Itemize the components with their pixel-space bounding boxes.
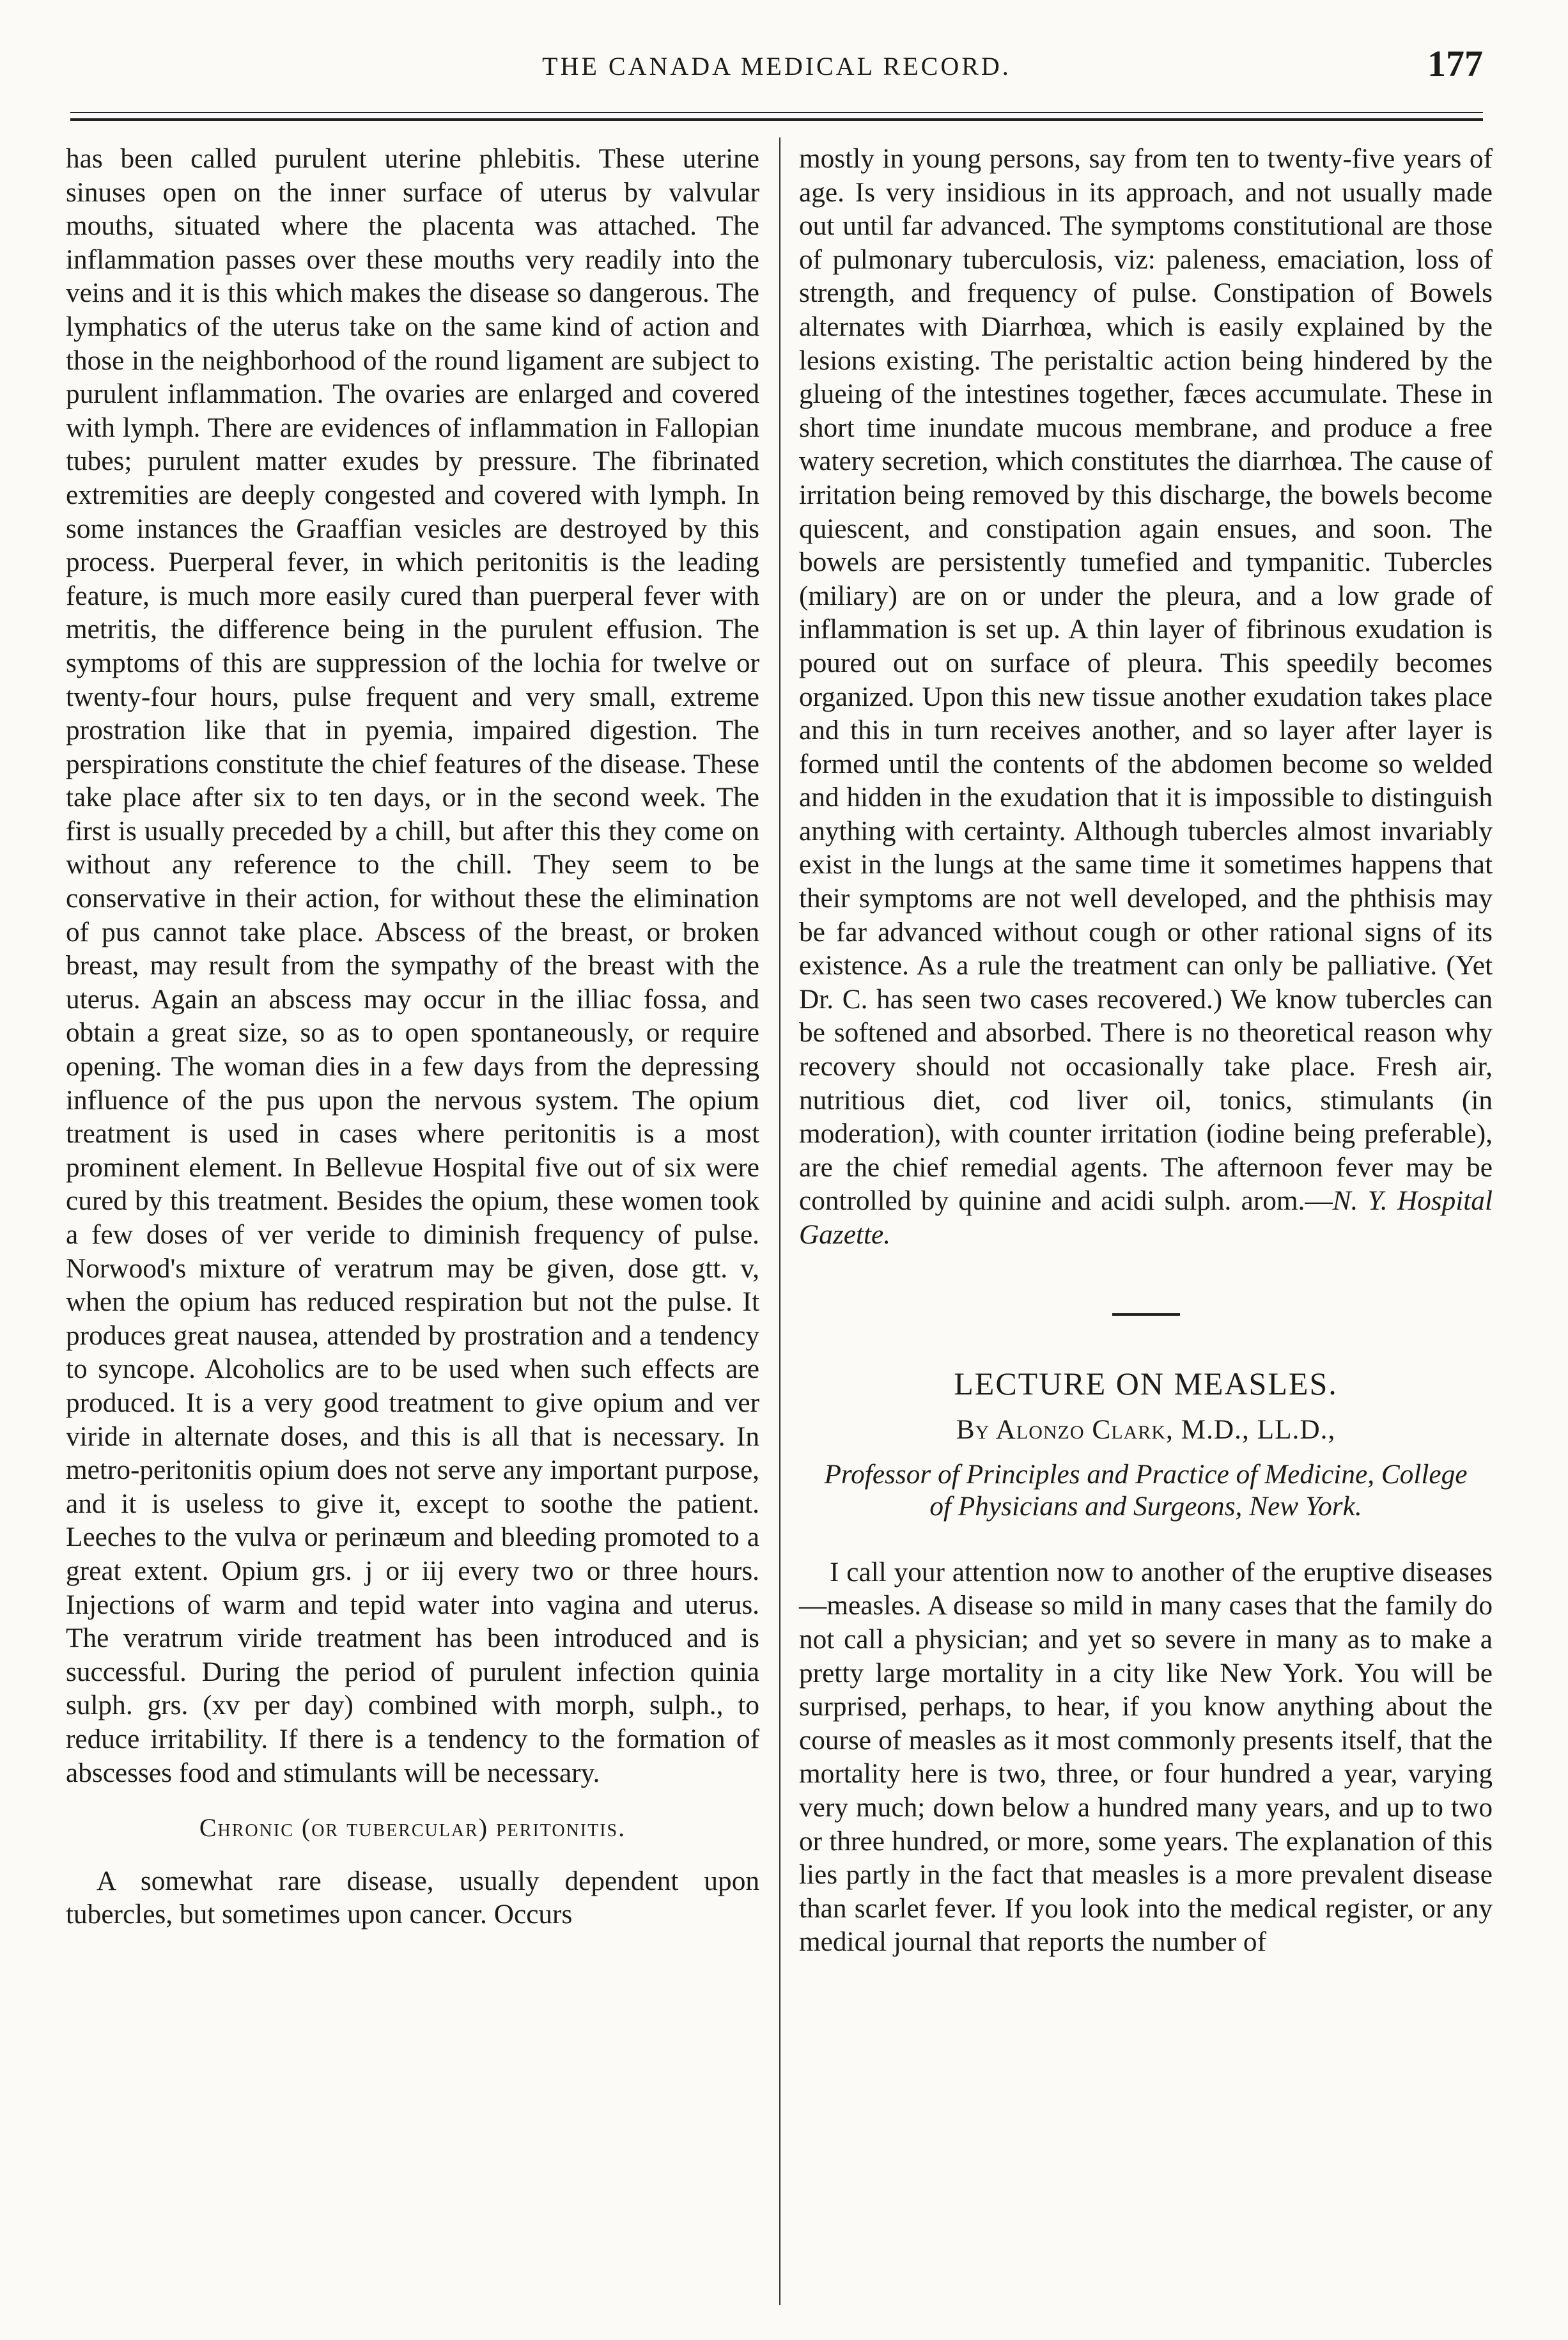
paragraph-measles-intro: I call your attention now to another of the eruptive diseases—measles. A disease so mild in many cases that the family do not call a physician; and yet so severe in many as to make a pretty large mortality in a city like New York. You will be surprised, perhaps, to hear, if you know anything about the course of measles as it most commonly presents itself, that the mortality here is two, three, or four hundred a year, varying very much; down below a hundred many years, and up to two or three hundred, or more, some years. The explanation of this lies partly in the fact that measles is a more prevalent disease than scarlet fever. If you look into the medical register, or any medical journal that reports the number of <box>799 1556 1493 1958</box>
paragraph-chronic-peritonitis: A somewhat rare disease, usually dependent upon tubercles, but sometimes upon cancer. Occurs <box>66 1865 759 1930</box>
article-byline: By Alonzo Clark, M.D., LL.D., <box>956 1414 1336 1446</box>
right-column <box>799 142 1493 1959</box>
paragraph-continued <box>799 142 1493 1252</box>
paragraph-text: mostly in young persons, say from ten to twenty-five years of age. Is very insidious in its approach, and not usually made out until far advanced. The symptoms constitutional are those of pulmonary tuberculosis, viz: paleness, emaciation, loss of strength, and frequency of pulse. Constipation of Bowels alternates with Diarrhœa, which is easily explained by the lesions existing. The peristaltic action being hindered by the glueing of the intestines together, fæces accumulate. These in short time inundate mucous membrane, and produce a free watery secretion, which constitutes the diarrhœa. The cause of irritation being removed by this discharge, the bowels become quiescent, and constipation again ensues, and soon. The bowels are persistently tumefied and tympanitic. Tubercles (miliary) are on or under the pleura, and a low grade of inflammation is set up. A thin layer of fibrinous exudation is poured out on surface of pleura. This speedily becomes organized. Upon this new tissue another exudation takes place and this in turn receives another, and so layer after layer is formed until the contents of the abdomen become so welded and hidden in the exudation that it is impossible to distinguish anything with certainty. Although tubercles almost invariably exist in the lungs at the same time it sometimes happens that their symptoms are not well developed, and the phthisis may be far advanced without cough or other rational signs of its existence. As a rule the treatment can only be palliative. (Yet Dr. C. has seen two cases recovered.) We know tubercles can be softened and absorbed. There is no theoretical reason why recovery should not occasionally take place. Fresh air, nutritious diet, cod liver oil, tonics, stimulants (in moderation), with counter irritation (iodine being preferable), are the chief remedial agents. The afternoon fever may be controlled by quinine and acidi sulph. arom.— <box>799 143 1493 1217</box>
page-number: 177 <box>1427 43 1483 84</box>
section-heading: Chronic (or tubercular) peritonitis. <box>199 1813 626 1843</box>
left-column <box>66 142 759 1931</box>
running-title: THE CANADA MEDICAL RECORD. <box>542 52 1011 81</box>
page-header <box>70 42 1483 104</box>
article-title: LECTURE ON MEASLES. <box>954 1365 1338 1401</box>
header-rule <box>70 112 1483 113</box>
author-affiliation: Professor of Principles and Practice of Medicine, College of Physicians and Surgeons, New York. <box>824 1458 1468 1522</box>
source-reference: N. Y. Hospital Gazette. <box>799 1185 1493 1250</box>
section-separator <box>1112 1313 1180 1316</box>
header-rule-thick <box>70 118 1483 121</box>
column-divider <box>779 137 780 2305</box>
paragraph-puerperal-fever: has been called purulent uterine phlebitis. These uterine sinuses open on the inner surface of uterus by valvular mouths, situated where the placenta was attached. The inflammation passes over these mouths very readily into the veins and it is this which makes the disease so dangerous. The lymphatics of the uterus take on the same kind of action and those in the neighborhood of the round ligament are subject to purulent inflammation. The ovaries are enlarged and covered with lymph. There are evidences of inflammation in Fallopian tubes; purulent matter exudes by pressure. The fibrinated extremities are deeply congested and covered with lymph. In some instances the Graaffian vesicles are destroyed by this process. Puerperal fever, in which peritonitis is the leading feature, is much more easily cured than puerperal fever with metritis, the difference being in the purulent effusion. The symptoms of this are suppression of the lochia for twelve or twenty-four hours, pulse frequent and very small, extreme prostration like that in pyemia, impaired digestion. The perspirations constitute the chief features of the disease. These take place after six to ten days, or in the second week. The first is usually preceded by a chill, but after this they come on without any reference to the chill. They seem to be conservative in their action, for without these the elimination of pus cannot take place. Abscess of the breast, or broken breast, may result from the sympathy of the breast with the uterus. Again an abscess may occur in the illiac fossa, and obtain a great size, so as to open spontaneously, or require opening. The woman dies in a few days from the depressing influence of the pus upon the nervous system. The opium treatment is used in cases where peritonitis is a most prominent element. In Bellevue Hospital five out of six were cured by this treatment. Besides the opium, these women took a few doses of ver veride to diminish frequency of pulse. Norwood's mixture of veratrum may be given, dose gtt. v, when the opium has reduced respiration but not the pulse. It produces great nausea, attended by prostration and a tendency to syncope. Alcoholics are to be used when such effects are produced. It is a very good treatment to give opium and ver viride in alternate doses, and this is all that is necessary. In metro-peritonitis opium does not serve any important purpose, and it is useless to give it, except to soothe the patient. Leeches to the vulva or perinæum and bleeding promoted to a great extent. Opium grs. j or iij every two or three hours. Injections of warm and tepid water into vagina and uterus. The veratrum viride treatment has been introduced and is successful. During the period of purulent infection quinia sulph. grs. (xv per day) combined with morph, sulph., to reduce irritability. If there is a tendency to the formation of abscesses food and stimulants will be necessary. <box>66 143 759 1788</box>
